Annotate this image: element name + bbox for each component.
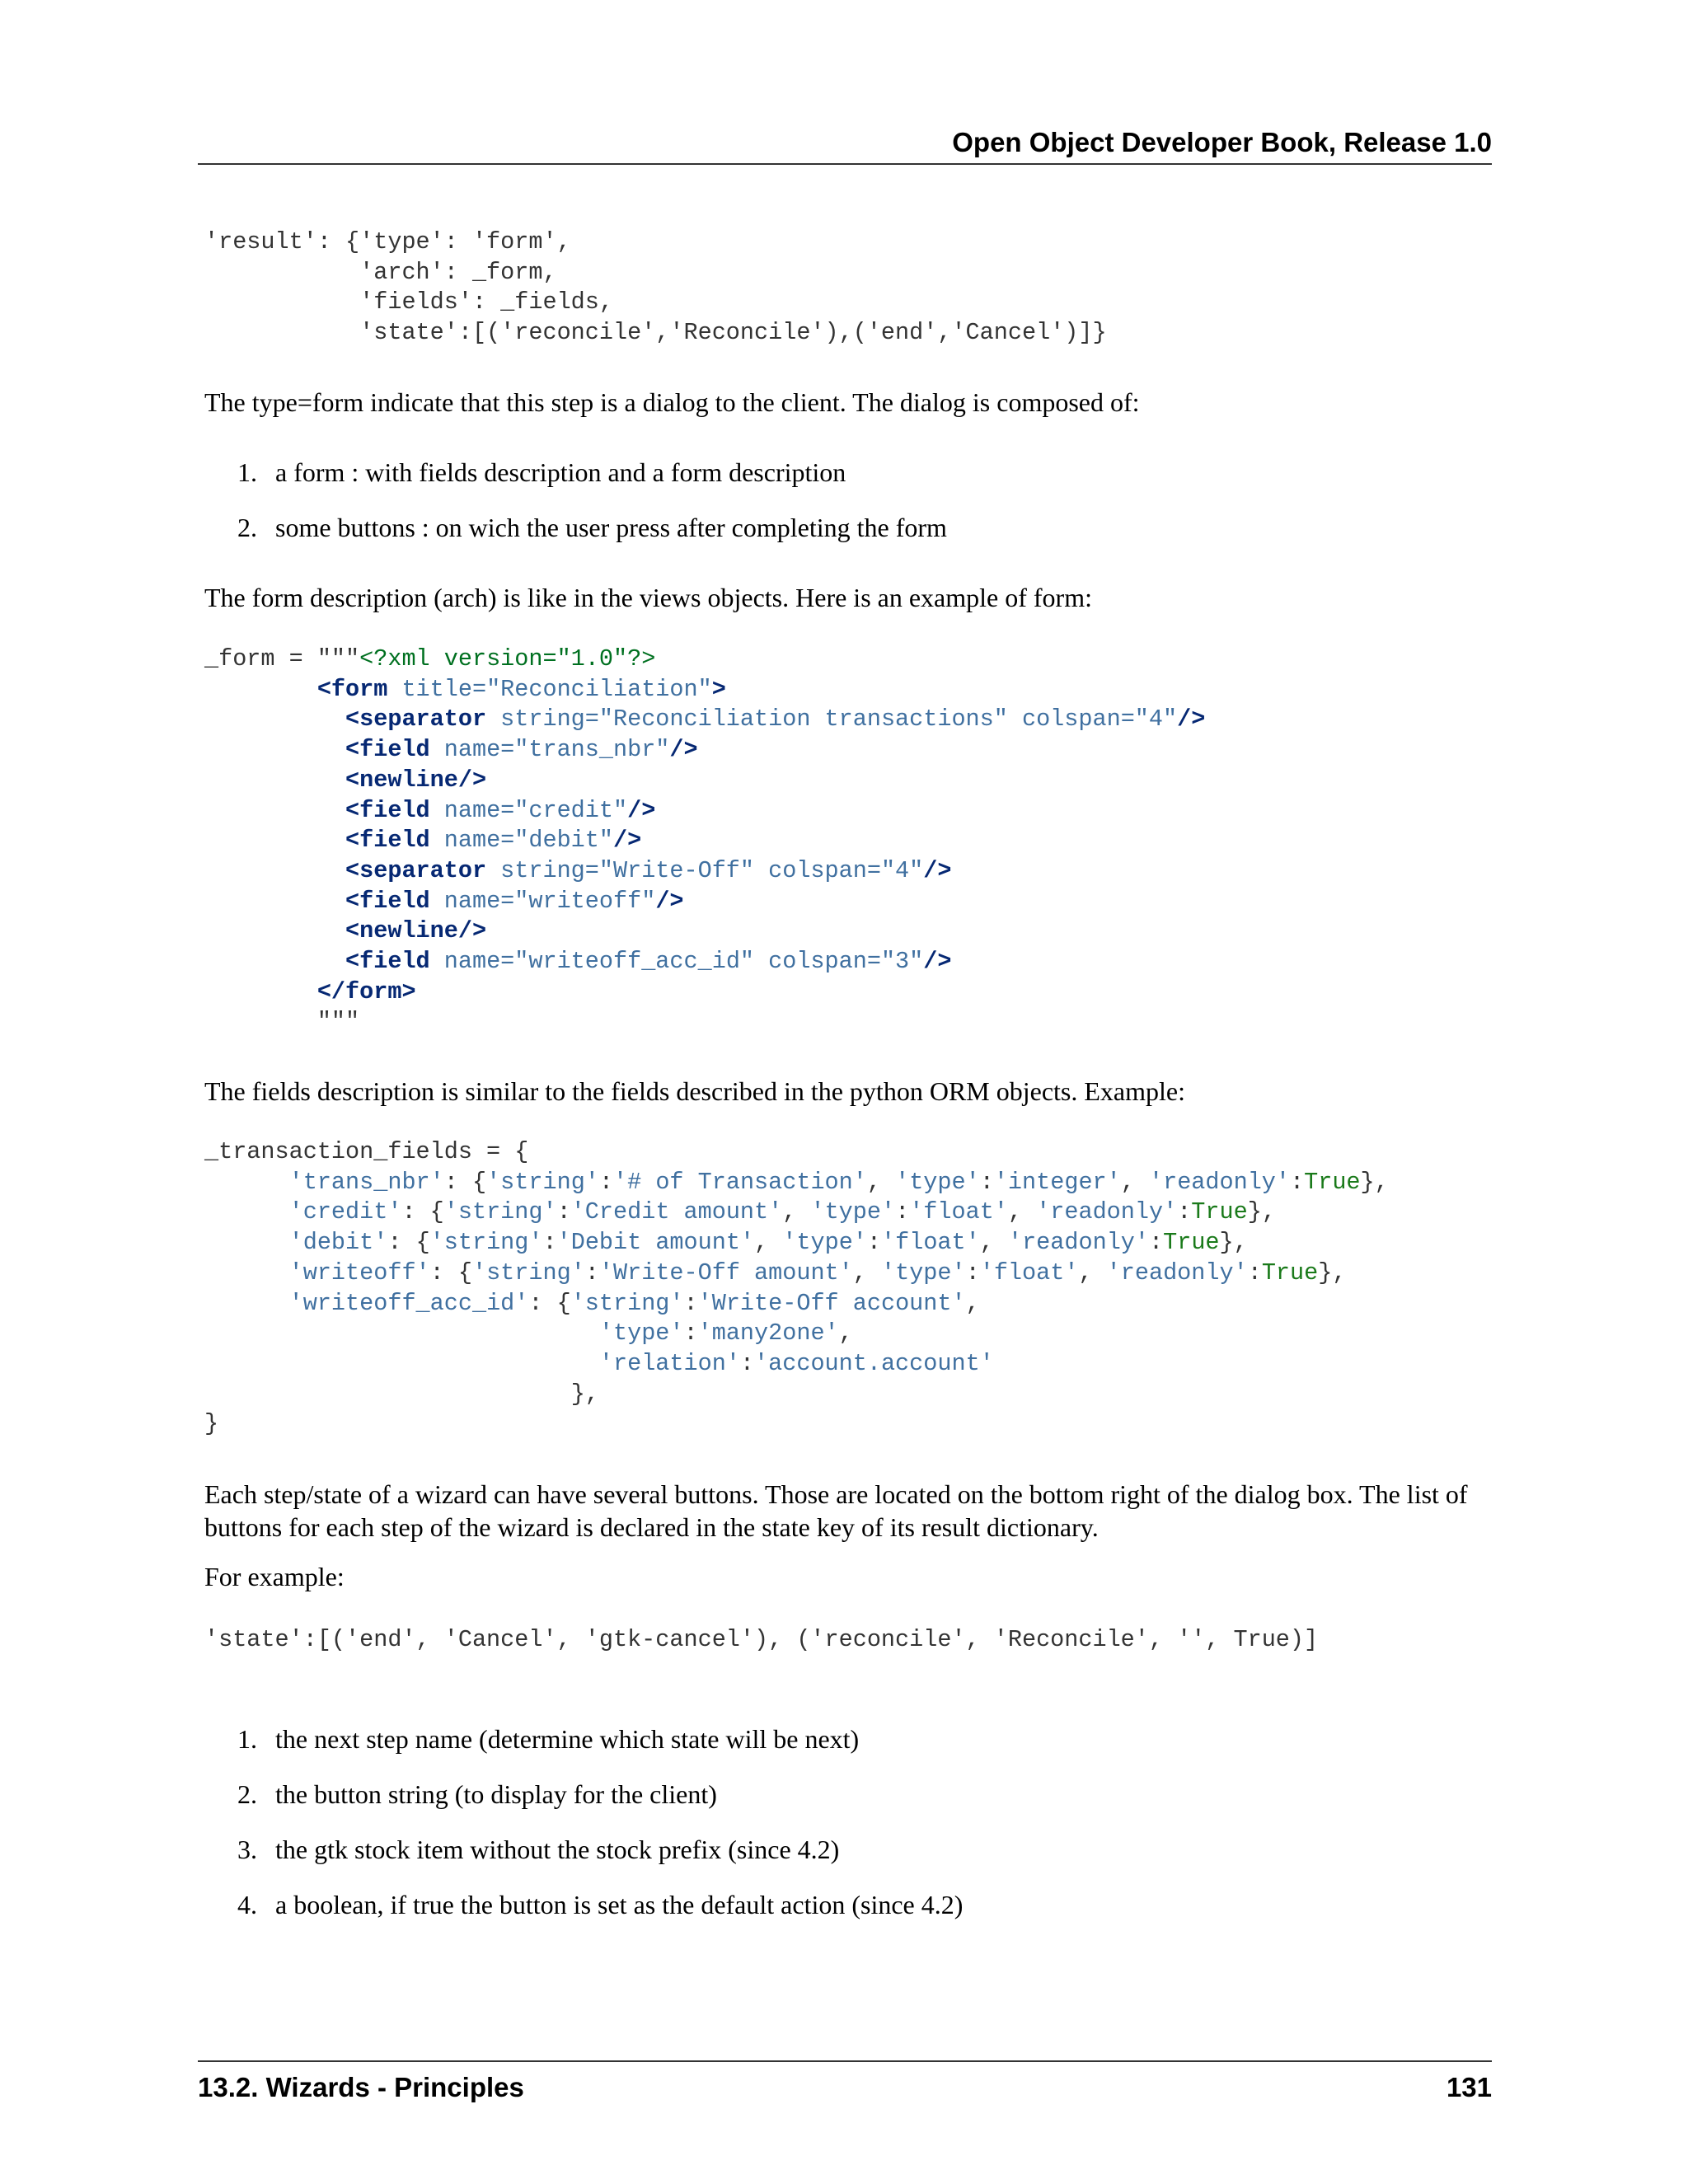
code-block-result — [204, 227, 1107, 349]
code-line: <newline/> — [345, 766, 487, 794]
code-line: 'credit': {'string':'Credit amount', 'type':'float', 'readonly':True}, — [288, 1198, 1276, 1226]
code-block-form — [204, 644, 1205, 1038]
code-line: 'trans_nbr': {'string':'# of Transaction', 'type':'integer', 'readonly':True}, — [288, 1168, 1389, 1196]
code-line: 'result': {'type': 'form', — [204, 228, 571, 255]
page-footer — [198, 2060, 1492, 2102]
code-line: </form> — [316, 977, 416, 1005]
code-line: <field name="trans_nbr"/> — [345, 736, 698, 764]
code-line: 'arch': _form, — [204, 258, 557, 286]
code-line: 'state':[('end', 'Cancel', 'gtk-cancel'), ('reconcile', 'Reconcile', '', True)] — [204, 1626, 1319, 1653]
code-line: _transaction_fields = { — [204, 1138, 529, 1165]
code-line: 'relation':'account.account' — [598, 1349, 994, 1377]
code-line: <separator string="Write-Off" colspan="4"/> — [345, 856, 952, 884]
code-line: 'type':'many2one', — [598, 1319, 853, 1347]
paragraph-wizard-buttons: Each step/state of a wizard can have several buttons. Those are located on the bottom right of the dialog box. The list of buttons for each step of the wizard is declared in the state key of its result dictionary. — [204, 1479, 1468, 1542]
code-line: <field name="debit"/> — [345, 827, 642, 855]
book-title: Open Object Developer Book, Release 1.0 — [952, 127, 1492, 157]
list-item: 2. some buttons : on wich the user press after completing the form — [237, 513, 947, 542]
code-line: <field name="writeoff"/> — [345, 887, 684, 915]
list-item: 1. a form : with fields description and a form description — [237, 457, 846, 487]
list-button-tuple — [204, 1722, 1490, 1943]
code-line: } — [204, 1410, 219, 1438]
page-number: 131 — [1446, 2072, 1492, 2102]
page-header — [198, 124, 1492, 165]
code-line: }, — [570, 1380, 599, 1408]
paragraph-for-example: For example: — [204, 1562, 345, 1591]
paragraph-form-description: The form description (arch) is like in the views objects. Here is an example of form: — [204, 583, 1092, 612]
code-block-state — [204, 1625, 1318, 1656]
list-item: 4. a boolean, if true the button is set as the default action (since 4.2) — [237, 1890, 964, 1919]
code-block-fields — [204, 1137, 1389, 1440]
list-item: 1. the next step name (determine which state will be next) — [237, 1724, 860, 1754]
code-line: _form = """<?xml version="1.0"?> — [204, 645, 656, 673]
list-item: 3. the gtk stock item without the stock prefix (since 4.2) — [237, 1835, 840, 1864]
code-line: 'state':[('reconcile','Reconcile'),('end','Cancel')]} — [204, 319, 1107, 347]
list-item: 2. the button string (to display for the client) — [237, 1779, 717, 1809]
code-line: <form title="Reconciliation"> — [316, 675, 726, 703]
section-title: 13.2. Wizards - Principles — [198, 2072, 524, 2102]
paragraph-fields-description: The fields description is similar to the fields described in the python ORM objects. Example: — [204, 1076, 1185, 1106]
code-line: <field name="credit"/> — [345, 796, 656, 824]
code-line: <separator string="Reconciliation transactions" colspan="4"/> — [345, 705, 1206, 733]
code-line: 'fields': _fields, — [204, 288, 613, 316]
paragraph-type-form: The type=form indicate that this step is a dialog to the client. The dialog is composed of: — [204, 387, 1140, 417]
list-dialog-composition — [204, 456, 1490, 566]
code-line: <field name="writeoff_acc_id" colspan="3"/> — [345, 948, 952, 976]
code-line: """ — [316, 1008, 360, 1036]
code-line: 'debit': {'string':'Debit amount', 'type':'float', 'readonly':True}, — [288, 1229, 1248, 1257]
code-line: 'writeoff_acc_id': {'string':'Write-Off account', — [288, 1289, 980, 1317]
code-line: 'writeoff': {'string':'Write-Off amount', 'type':'float', 'readonly':True}, — [288, 1258, 1347, 1286]
code-line: <newline/> — [345, 917, 487, 945]
